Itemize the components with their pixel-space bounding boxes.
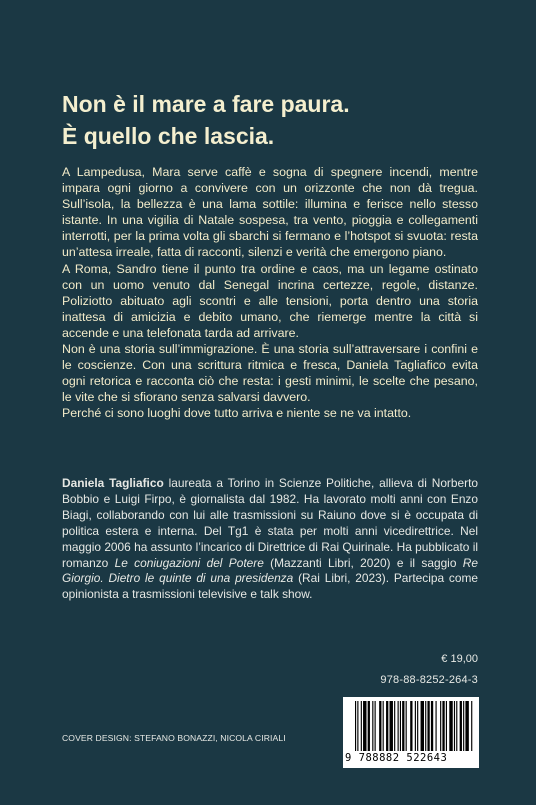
barcode-bar	[454, 701, 455, 751]
author-bio-text	[62, 476, 478, 603]
barcode	[343, 697, 479, 768]
synopsis-paragraph: Perché ci sono luoghi dove tutto arriva e niente se ne va intatto.	[62, 406, 412, 421]
barcode-bar	[463, 701, 464, 751]
barcode-bar	[394, 701, 395, 751]
tagline-line-2: È quello che lascia.	[62, 123, 275, 149]
author-bio	[62, 476, 478, 603]
barcode-bar	[368, 701, 370, 751]
barcode-bar	[372, 701, 373, 751]
tagline-line-1: Non è il mare a fare paura.	[62, 91, 350, 117]
author-name: Daniela Tagliafico	[62, 476, 164, 490]
barcode-bar	[440, 701, 441, 751]
barcode-bar	[421, 701, 424, 751]
synopsis-paragraph: A Lampedusa, Mara serve caffè e sogna di spegnere incendi, mentre impara ogni giorno a convivere con un orizzonte che non dà tregua. Sull’isola, la bellezza è una lama sottile: illumina e ferisce nello stesso istante. In una vigilia di Natale sospesa, tra vento, pioggia e collegamenti interrotti, per la prima volta gli sbarchi si fermano e l’hotspot si svuota: resta un’attesa irreale, fatta di racconti, silenzi e verità che emergono piano.	[62, 165, 478, 260]
bio-text-part: (Rai Libri, 2023). Partecipa come opinionista a trasmissioni televisive e talk show.	[62, 571, 478, 602]
barcode-bar	[460, 701, 462, 751]
barcode-bar	[436, 701, 437, 751]
barcode-bar	[427, 701, 429, 751]
isbn: 978-88-8252-264-3	[380, 674, 478, 686]
book-title: Le coniugazioni del Potere	[114, 555, 264, 570]
cover-design-credit: COVER DESIGN: STEFANO BONAZZI, NICOLA CIRIALI	[62, 733, 286, 743]
synopsis	[62, 164, 478, 422]
price: € 19,00	[441, 653, 478, 665]
barcode-bar	[355, 701, 356, 751]
synopsis-paragraph: A Roma, Sandro tiene il punto tra ordine e caos, ma un legame ostinato con un uomo venuto dal Senegal incrina certezze, regole, distanze. Poliziotto abituato agli scontri e alle tensioni, porta dentro una storia inattesa di amicizia e debito umano, che riemerge mentre la città si accende e una telefonata tarda ad arrivare.	[62, 261, 478, 340]
barcode-bar	[465, 701, 468, 751]
barcode-bar	[400, 701, 401, 751]
bio-text-part: (Mazzanti Libri, 2020) e il saggio	[263, 555, 463, 570]
barcode-bar	[425, 701, 426, 751]
barcode-bar	[446, 701, 447, 751]
barcode-bar	[417, 701, 418, 751]
barcode-bar	[415, 701, 416, 751]
barcode-bar	[390, 701, 393, 751]
barcode-bar	[456, 701, 457, 751]
barcode-bar	[406, 701, 407, 751]
bio-text-part: laureata a Torino in Scienze Politiche, allieva di Norberto Bobbio e Luigi Firpo, è giornalista dal 1982. Ha lavorato molti anni con Enzo Biagi, collaborando con lui alle trasmissioni su Raiuno dove si è occupata di politica estera e interna. Del Tg1 è stata per molti anni vicedirettrice. Nel maggio 2006 ha assunto l’incarico di Direttrice di Rai Quirinale. Ha pubblicato il romanzo	[62, 476, 478, 570]
barcode-bar	[471, 701, 472, 751]
barcode-bar	[449, 701, 452, 751]
barcode-bar	[386, 701, 388, 751]
barcode-bar	[410, 701, 412, 751]
synopsis-paragraph: Non è una storia sull’immigrazione. È una storia sull’attraversare i confini e le coscienze. Con una scrittura ritmica e fresca, Daniela Tagliafico evita ogni retorica e racconta ciò che resta: i gesti minimi, le scelte che pesano, le vite che si sfiorano senza salvarsi davvero.	[62, 342, 478, 405]
barcode-bar	[375, 701, 376, 751]
tagline	[62, 88, 502, 152]
barcode-bar	[363, 701, 366, 751]
barcode-bar	[442, 701, 444, 751]
book-title: Re Giorgio. Dietro le quinte di una presidenza	[62, 555, 478, 586]
barcode-bar	[398, 701, 399, 751]
barcode-bar	[379, 701, 381, 751]
barcode-bar	[431, 701, 433, 751]
barcode-digits: 9 788882 522643	[345, 752, 448, 764]
barcode-bar	[361, 701, 362, 751]
barcode-bar	[383, 701, 384, 751]
barcode-bar	[357, 701, 358, 751]
barcode-bar	[402, 701, 404, 751]
